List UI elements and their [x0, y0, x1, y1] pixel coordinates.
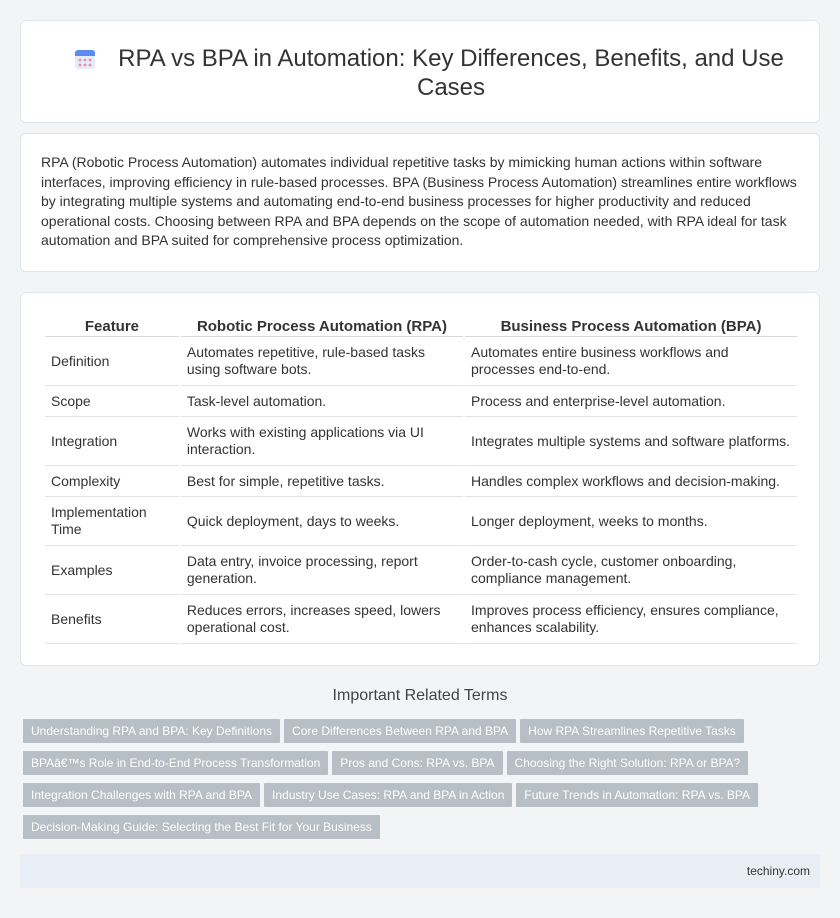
table-header-row	[45, 315, 797, 337]
related-terms-list	[23, 719, 783, 847]
table-cell: Integrates multiple systems and software platforms.	[465, 417, 797, 466]
table-row	[45, 417, 797, 466]
table-cell: Order-to-cash cycle, customer onboarding, compliance management.	[465, 546, 797, 595]
table-cell: Automates entire business workflows and processes end-to-end.	[465, 337, 797, 386]
table-row	[45, 595, 797, 644]
related-term-link[interactable]: Future Trends in Automation: RPA vs. BPA	[516, 783, 758, 807]
table-cell: Process and enterprise-level automation.	[465, 386, 797, 417]
table-cell: Works with existing applications via UI interaction.	[181, 417, 463, 466]
table-cell: Reduces errors, increases speed, lowers operational cost.	[181, 595, 463, 644]
intro-paragraph: RPA (Robotic Process Automation) automates individual repetitive tasks by mimicking human actions within software interfaces, improving efficiency in rule-based processes. BPA (Business Process Automation) streamlines entire workflows by integrating multiple systems and automating end-to-end business processes for higher productivity and reduced operational costs. Choosing between RPA and BPA depends on the scope of automation needed, with RPA ideal for task automation and BPA suited for comprehensive process optimization.	[41, 154, 797, 248]
title-wrap	[21, 21, 821, 124]
table-card	[20, 292, 820, 666]
table-cell: Task-level automation.	[181, 386, 463, 417]
table-row	[45, 337, 797, 386]
calendar-icon	[73, 47, 97, 71]
intro-card	[20, 133, 820, 272]
table-cell: Quick deployment, days to weeks.	[181, 497, 463, 546]
related-term-link[interactable]: How RPA Streamlines Repetitive Tasks	[520, 719, 744, 743]
table-row	[45, 386, 797, 417]
related-term-link[interactable]: Decision-Making Guide: Selecting the Best Fit for Your Business	[23, 815, 380, 839]
related-term-link[interactable]: Core Differences Between RPA and BPA	[284, 719, 516, 743]
column-header: Business Process Automation (BPA)	[465, 315, 797, 337]
footer-site-link[interactable]: techiny.com	[746, 864, 810, 878]
table-cell: Automates repetitive, rule-based tasks using software bots.	[181, 337, 463, 386]
table-row	[45, 546, 797, 595]
table-cell: Best for simple, repetitive tasks.	[181, 466, 463, 497]
column-header: Feature	[45, 315, 179, 337]
related-term-link[interactable]: Pros and Cons: RPA vs. BPA	[332, 751, 502, 775]
related-term-link[interactable]: Integration Challenges with RPA and BPA	[23, 783, 260, 807]
table-cell: Examples	[45, 546, 179, 595]
table-cell: Integration	[45, 417, 179, 466]
table-cell: Complexity	[45, 466, 179, 497]
table-cell: Implementation Time	[45, 497, 179, 546]
table-cell: Scope	[45, 386, 179, 417]
table-cell: Data entry, invoice processing, report generation.	[181, 546, 463, 595]
title-card	[20, 20, 820, 123]
table-row	[45, 466, 797, 497]
related-term-link[interactable]: BPAâ€™s Role in End-to-End Process Transformation	[23, 751, 328, 775]
related-term-link[interactable]: Understanding RPA and BPA: Key Definitions	[23, 719, 280, 743]
table-cell: Handles complex workflows and decision-making.	[465, 466, 797, 497]
page-title: RPA vs BPA in Automation: Key Differences, Benefits, and Use Cases	[118, 44, 784, 101]
footer	[20, 854, 820, 888]
comparison-table	[43, 315, 799, 644]
table-cell: Benefits	[45, 595, 179, 644]
column-header: Robotic Process Automation (RPA)	[181, 315, 463, 337]
table-cell: Definition	[45, 337, 179, 386]
table-cell: Longer deployment, weeks to months.	[465, 497, 797, 546]
table-row	[45, 497, 797, 546]
table-cell: Improves process efficiency, ensures compliance, enhances scalability.	[465, 595, 797, 644]
related-term-link[interactable]: Industry Use Cases: RPA and BPA in Action	[264, 783, 512, 807]
related-terms-heading: Important Related Terms	[332, 687, 508, 704]
related-term-link[interactable]: Choosing the Right Solution: RPA or BPA?	[507, 751, 749, 775]
